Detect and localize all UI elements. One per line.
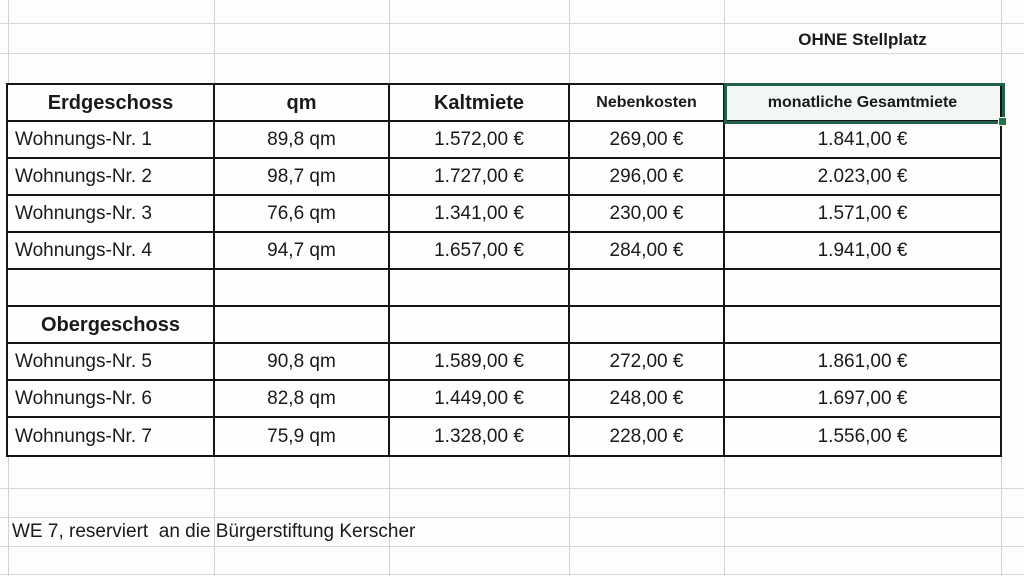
apartment-label-cell[interactable]: Wohnungs-Nr. 6 xyxy=(8,381,215,418)
nebenkosten-cell[interactable]: 284,00 € xyxy=(570,233,725,270)
qm-cell[interactable]: 94,7 qm xyxy=(215,233,390,270)
ohne-stellplatz-cell[interactable]: OHNE Stellplatz xyxy=(798,30,927,49)
gesamtmiete-cell[interactable]: 1.697,00 € xyxy=(725,381,1000,418)
gesamtmiete-cell[interactable]: 1.841,00 € xyxy=(725,122,1000,159)
empty-cell[interactable] xyxy=(725,270,1000,307)
empty-cell[interactable] xyxy=(390,307,570,344)
empty-cell[interactable] xyxy=(215,307,390,344)
apartment-label-cell[interactable]: Wohnungs-Nr. 4 xyxy=(8,233,215,270)
qm-cell[interactable]: 98,7 qm xyxy=(215,159,390,196)
header-kaltmiete[interactable]: Kaltmiete xyxy=(390,85,570,122)
kaltmiete-cell[interactable]: 1.589,00 € xyxy=(390,344,570,381)
nebenkosten-cell[interactable]: 228,00 € xyxy=(570,418,725,455)
gesamtmiete-cell[interactable]: 1.861,00 € xyxy=(725,344,1000,381)
empty-cell[interactable] xyxy=(215,270,390,307)
rent-table xyxy=(6,83,1002,457)
apartment-label-cell[interactable]: Wohnungs-Nr. 2 xyxy=(8,159,215,196)
nebenkosten-cell[interactable]: 269,00 € xyxy=(570,122,725,159)
kaltmiete-cell[interactable]: 1.341,00 € xyxy=(390,196,570,233)
kaltmiete-cell[interactable]: 1.572,00 € xyxy=(390,122,570,159)
empty-cell[interactable] xyxy=(8,270,215,307)
footnote-cell[interactable]: WE 7, reserviert an die Bürgerstiftung Kerscher xyxy=(12,520,416,542)
nebenkosten-cell[interactable]: 230,00 € xyxy=(570,196,725,233)
apartment-label-cell[interactable]: Wohnungs-Nr. 1 xyxy=(8,122,215,159)
qm-cell[interactable]: 82,8 qm xyxy=(215,381,390,418)
gridline xyxy=(0,23,1024,24)
header-qm[interactable]: qm xyxy=(215,85,390,122)
kaltmiete-cell[interactable]: 1.328,00 € xyxy=(390,418,570,455)
qm-cell[interactable]: 90,8 qm xyxy=(215,344,390,381)
gesamtmiete-cell[interactable]: 2.023,00 € xyxy=(725,159,1000,196)
kaltmiete-cell[interactable]: 1.449,00 € xyxy=(390,381,570,418)
qm-cell[interactable]: 76,6 qm xyxy=(215,196,390,233)
gridline xyxy=(0,546,1024,547)
nebenkosten-cell[interactable]: 272,00 € xyxy=(570,344,725,381)
active-cell-selection-border[interactable] xyxy=(724,83,1005,124)
gesamtmiete-cell[interactable]: 1.571,00 € xyxy=(725,196,1000,233)
gesamtmiete-cell[interactable]: 1.941,00 € xyxy=(725,233,1000,270)
kaltmiete-cell[interactable]: 1.727,00 € xyxy=(390,159,570,196)
empty-cell[interactable] xyxy=(725,307,1000,344)
empty-cell[interactable] xyxy=(570,270,725,307)
header-erdgeschoss[interactable]: Erdgeschoss xyxy=(8,85,215,122)
fill-handle[interactable] xyxy=(998,117,1007,126)
apartment-label-cell[interactable]: Wohnungs-Nr. 3 xyxy=(8,196,215,233)
apartment-label-cell[interactable]: Wohnungs-Nr. 5 xyxy=(8,344,215,381)
empty-cell[interactable] xyxy=(390,270,570,307)
header-gesamtmiete-selected[interactable]: monatliche Gesamtmiete xyxy=(725,85,1000,122)
header-nebenkosten[interactable]: Nebenkosten xyxy=(570,85,725,122)
empty-cell[interactable] xyxy=(570,307,725,344)
apartment-label-cell[interactable]: Wohnungs-Nr. 7 xyxy=(8,418,215,455)
qm-cell[interactable]: 89,8 qm xyxy=(215,122,390,159)
kaltmiete-cell[interactable]: 1.657,00 € xyxy=(390,233,570,270)
section-obergeschoss[interactable]: Obergeschoss xyxy=(8,307,215,344)
nebenkosten-cell[interactable]: 248,00 € xyxy=(570,381,725,418)
gesamtmiete-cell[interactable]: 1.556,00 € xyxy=(817,426,908,447)
nebenkosten-cell[interactable]: 296,00 € xyxy=(570,159,725,196)
gridline xyxy=(0,488,1024,489)
qm-cell[interactable]: 75,9 qm xyxy=(215,418,390,455)
gridline xyxy=(0,574,1024,575)
